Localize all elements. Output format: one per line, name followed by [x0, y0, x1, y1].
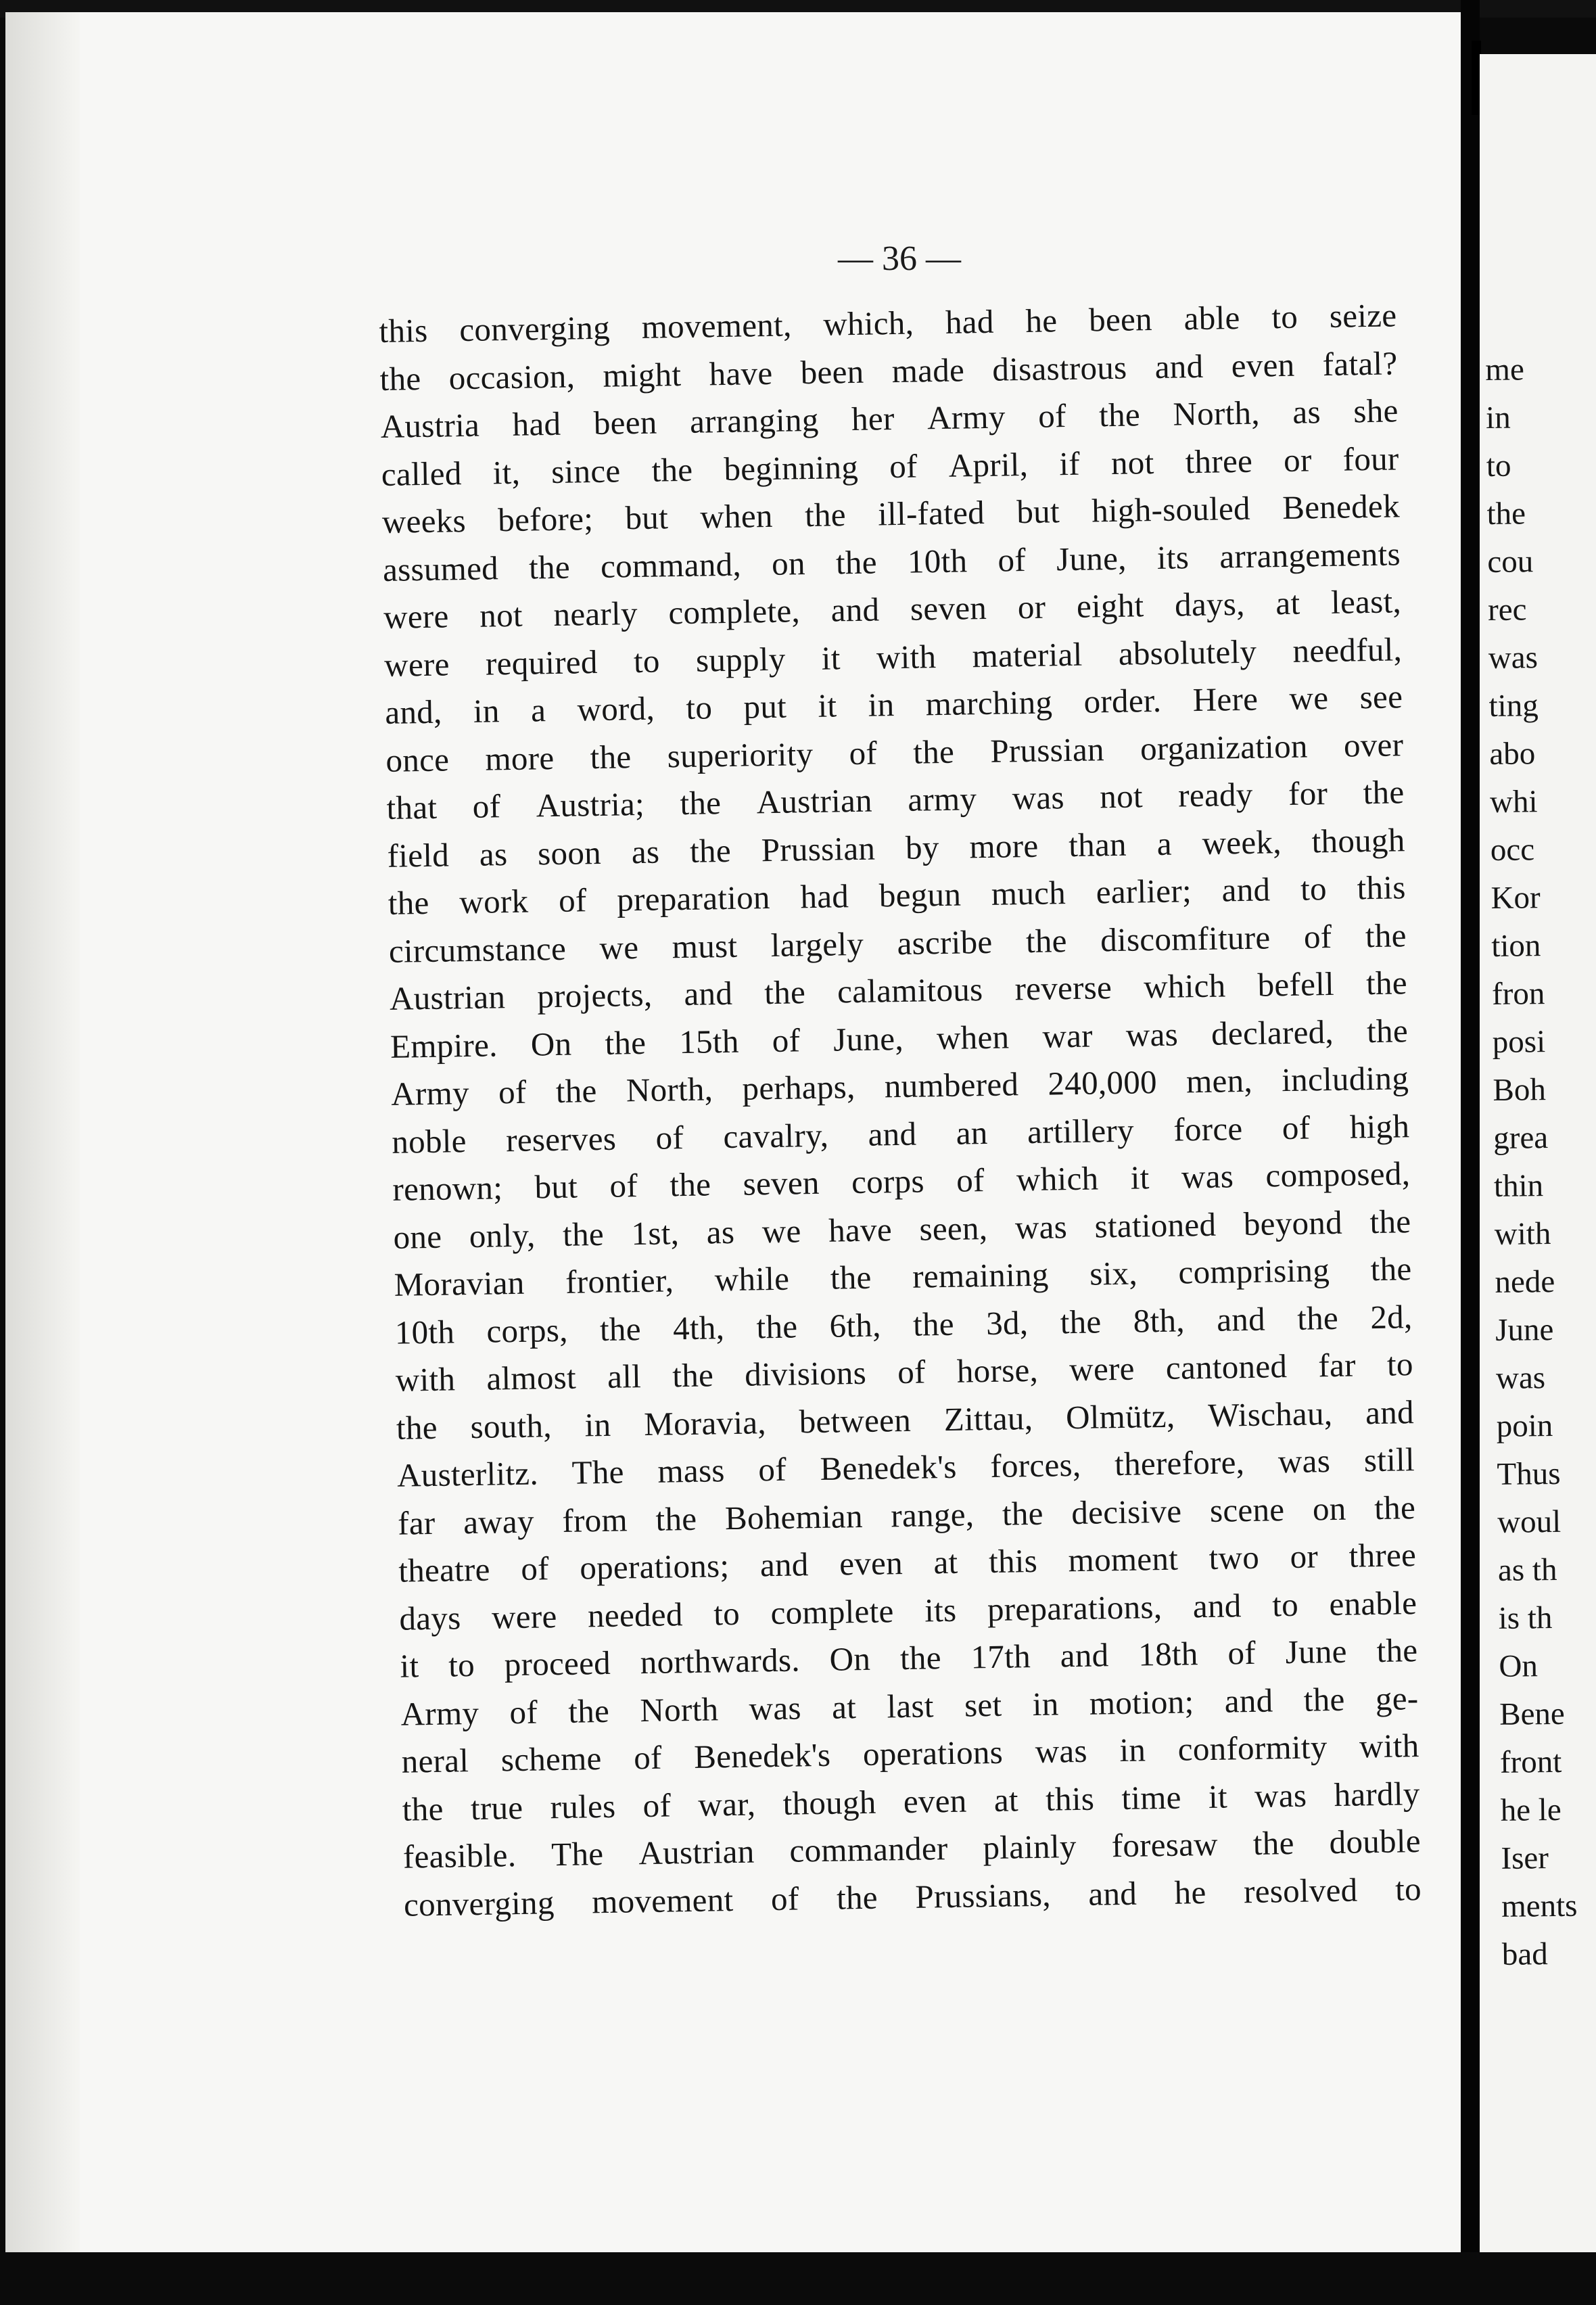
text-line: the work of preparation had begun much earlier; and to this — [388, 868, 1407, 922]
text-line: Army of the North was at last set in motion; and the ge- — [400, 1679, 1419, 1733]
adjacent-text-line: bad — [1501, 1936, 1549, 1972]
adjacent-text-line: nede — [1495, 1263, 1555, 1300]
adjacent-text-line: grea — [1493, 1120, 1549, 1156]
text-line: it to proceed northwards. On the 17th and 18th of June the — [400, 1631, 1418, 1685]
text-line: Austria had been arranging her Army of the North, as she — [380, 392, 1399, 445]
adjacent-text-line: whi — [1489, 784, 1538, 820]
text-line: the occasion, might have been made disastrous and even fatal? — [379, 344, 1398, 398]
text-line: and, in a word, to put it in marching order. Here we see — [384, 678, 1403, 731]
text-line: one only, the 1st, as we have seen, was stationed beyond the — [393, 1202, 1411, 1256]
text-line: Austerlitz. The mass of Benedek's forces, therefore, was still — [396, 1441, 1415, 1494]
adjacent-text-line: ments — [1501, 1888, 1578, 1924]
text-line: circumstance we must largely ascribe the discomfiture of the — [388, 916, 1407, 970]
adjacent-text-line: woul — [1497, 1504, 1562, 1540]
adjacent-text-line: rec — [1487, 592, 1527, 628]
text-line: the south, in Moravia, between Zittau, Olmütz, Wischau, and — [396, 1393, 1415, 1447]
adjacent-text-line: he le — [1500, 1792, 1562, 1828]
adjacent-text-line: to — [1486, 448, 1511, 484]
text-line: converging movement of the Prussians, and he resolved to — [403, 1869, 1422, 1924]
adjacent-text-line: Bene — [1499, 1696, 1566, 1732]
adjacent-text-line: tion — [1491, 928, 1541, 964]
adjacent-text-line: On — [1499, 1648, 1539, 1684]
text-line: this converging movement, which, had he been able to seize — [379, 296, 1397, 350]
adjacent-text-line: the — [1486, 496, 1526, 532]
adjacent-text-line: in — [1485, 400, 1511, 436]
adjacent-text-line: June — [1495, 1312, 1554, 1348]
text-line: theatre of operations; and even at this moment two or three — [398, 1536, 1417, 1589]
adjacent-text-line: fron — [1491, 976, 1545, 1012]
text-line: were required to supply it with material absolutely needful, — [383, 630, 1403, 684]
text-line: far away from the Bohemian range, the decisive scene on the — [397, 1488, 1416, 1542]
text-line: were not nearly complete, and seven or eight days, at least, — [383, 582, 1402, 636]
text-line: Moravian frontier, while the remaining six, comprising the — [394, 1250, 1412, 1303]
page-number: — 36 — — [838, 239, 961, 278]
adjacent-text-line: poin — [1496, 1408, 1553, 1444]
text-line: field as soon as the Prussian by more than a week, though — [387, 820, 1405, 875]
adjacent-text-line: was — [1488, 640, 1539, 676]
text-line: Army of the North, perhaps, numbered 240,000 men, including — [390, 1059, 1409, 1113]
body-text — [379, 292, 1422, 1928]
adjacent-text-line: cou — [1487, 544, 1534, 580]
adjacent-text-line: Boh — [1493, 1072, 1547, 1108]
adjacent-text-line: with — [1494, 1216, 1551, 1252]
text-line: Empire. On the 15th of June, when war was declared, the — [390, 1011, 1409, 1065]
adjacent-text-line: posi — [1492, 1024, 1546, 1060]
text-line: renown; but of the seven corps of which it was composed, — [392, 1155, 1411, 1208]
adjacent-text-line: Iser — [1501, 1840, 1549, 1876]
adjacent-text-line: front — [1499, 1744, 1562, 1780]
adjacent-text-line: occ — [1490, 832, 1535, 868]
text-line: assumed the command, on the 10th of June, its arrangements — [382, 534, 1401, 588]
text-line: noble reserves of cavalry, and an artillery force of high — [391, 1107, 1410, 1161]
text-line: the true rules of war, though even at this time it was hardly — [402, 1774, 1420, 1828]
adjacent-text-line: abo — [1489, 736, 1536, 772]
adjacent-text-line: was — [1495, 1360, 1546, 1396]
text-line: with almost all the divisions of horse, were cantoned far to — [395, 1345, 1414, 1399]
text-line: that of Austria; the Austrian army was not ready for the — [386, 773, 1405, 826]
adjacent-text-line: as th — [1497, 1552, 1557, 1588]
page-shadow-left — [5, 12, 80, 2252]
adjacent-page-text — [1485, 345, 1596, 1979]
text-line: 10th corps, the 4th, the 6th, the 3d, the 8th, and the 2d, — [394, 1297, 1413, 1351]
text-line: Austrian projects, and the calamitous reverse which befell the — [389, 964, 1408, 1017]
text-line: weeks before; but when the ill-fated but high-souled Benedek — [381, 487, 1401, 540]
adjacent-text-line: ting — [1488, 688, 1539, 724]
adjacent-text-line: Thus — [1497, 1456, 1561, 1492]
text-line: once more the superiority of the Prussian organization over — [385, 725, 1404, 779]
text-line: days were needed to complete its preparations, and to enable — [399, 1583, 1417, 1637]
adjacent-text-line: me — [1485, 352, 1525, 388]
text-line: neral scheme of Benedek's operations was in conformity with — [401, 1727, 1419, 1780]
adjacent-text-line: is th — [1498, 1600, 1553, 1636]
adjacent-text-line: Kor — [1491, 880, 1541, 916]
scan-border-bottom — [0, 2252, 1596, 2305]
text-line: feasible. The Austrian commander plainly foresaw the double — [402, 1822, 1422, 1876]
text-line: called it, since the beginning of April, if not three or four — [381, 439, 1399, 493]
book-gutter — [1461, 0, 1480, 2305]
adjacent-text-line: thin — [1493, 1168, 1544, 1204]
